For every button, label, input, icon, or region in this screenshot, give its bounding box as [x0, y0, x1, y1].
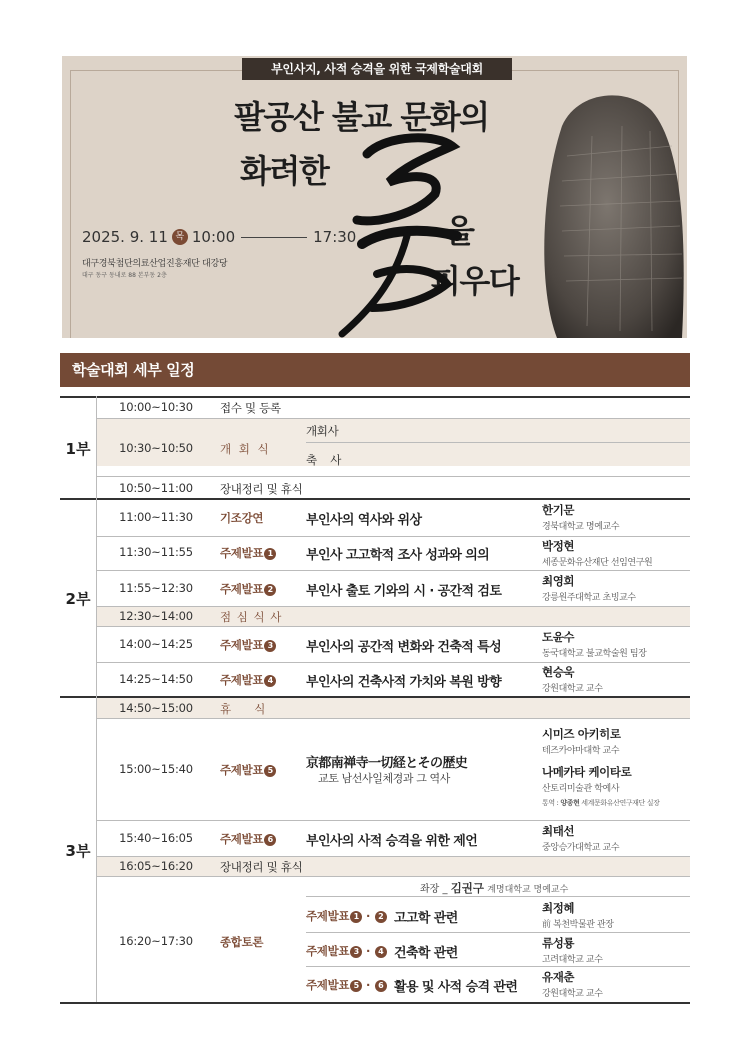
speaker-name: 도윤수 [542, 630, 575, 644]
speaker-name: 현승욱 [542, 665, 575, 679]
session-type [220, 581, 276, 597]
row-label: 점 심 식 사 [220, 610, 283, 624]
speaker-name-2: 나메카타 케이타로 [542, 765, 632, 779]
row-time: 10:50~11:00 [119, 481, 193, 495]
discussion-2-affiliation: 고려대학교 교수 [542, 955, 603, 965]
row-time: 11:30~11:55 [119, 545, 193, 559]
session-topic: 부인사의 사적 승격을 위한 제언 [306, 834, 478, 849]
row-time: 14:00~14:25 [119, 637, 193, 651]
row-time: 16:20~17:30 [119, 934, 193, 948]
row-line [306, 442, 690, 443]
row-line [96, 570, 690, 571]
discussion-1-topic: 고고학 관련 [394, 911, 458, 926]
session-type: 기조강연 [220, 511, 264, 525]
time-range-line [241, 237, 307, 238]
venue-name: 대구경북첨단의료산업진흥재단 대강당 [82, 259, 228, 269]
session-type-label: 주제발표 [220, 546, 264, 560]
row-time: 16:05~16:20 [119, 859, 193, 873]
row-time: 15:40~16:05 [119, 831, 193, 845]
banner-tagline: 부인사지, 사적 승격을 위한 국제학술대회 [242, 58, 512, 80]
number-badge: 2 [375, 911, 387, 923]
row-time: 12:30~14:00 [119, 609, 193, 623]
part-divider-2 [60, 696, 690, 698]
speaker-affiliation-2: 산토리미술관 학예사 [542, 784, 620, 794]
start-time: 10:00 [191, 228, 236, 246]
row-time: 15:00~15:40 [119, 762, 193, 776]
row-line [96, 476, 690, 477]
chair-name: 김권구 [450, 881, 485, 895]
speaker-name: 최태선 [542, 824, 575, 838]
discussion-type-label: 주제발표 [306, 978, 350, 992]
session-type-label: 주제발표 [220, 832, 264, 846]
discussion-3-speaker: 유재춘 [542, 970, 575, 984]
row-line [96, 536, 690, 537]
title-line-4: 피우다 [430, 262, 519, 300]
session-topic: 부인사 고고학적 조사 성과와 의의 [306, 548, 490, 563]
discussion-2-topic: 건축학 관련 [394, 946, 458, 961]
congratulatory-speech: 축 사 [306, 453, 342, 467]
title-line-1: 팔공산 불교 문화의 [234, 98, 489, 136]
table-bottom-border [60, 1002, 690, 1004]
row-line [96, 418, 690, 419]
row-line [96, 606, 690, 607]
row-line [96, 718, 690, 719]
number-badge: 5 [350, 980, 362, 992]
discussion-1-affiliation: 前 복천박물관 관장 [542, 920, 614, 930]
session-topic: 京都南禅寺一切経とその歴史 [306, 756, 468, 771]
interpreter-name: 양종현 [560, 799, 580, 807]
session-type [220, 637, 276, 653]
title-line-2: 화려한 [240, 152, 329, 190]
number-badge: 6 [375, 980, 387, 992]
number-badge: 2 [264, 584, 276, 596]
session-type-label: 주제발표 [220, 673, 264, 687]
interpreter-affiliation: 세계문화유산연구재단 실장 [581, 799, 660, 807]
row-line [306, 896, 690, 897]
discussion-type-label: 주제발표 [306, 909, 350, 923]
event-date-time [82, 228, 356, 246]
session-topic: 부인사의 공간적 변화와 건축적 특성 [306, 640, 502, 655]
stone-stele-image [532, 86, 687, 338]
chair-affiliation: 계명대학교 명예교수 [487, 885, 569, 895]
session-type-label: 주제발표 [220, 638, 264, 652]
number-badge: 3 [264, 640, 276, 652]
session-topic: 부인사 출토 기와의 시 · 공간적 검토 [306, 584, 502, 599]
row-label: 장내정리 및 휴식 [220, 482, 303, 496]
number-badge: 3 [350, 946, 362, 958]
speaker-affiliation: 중앙승가대학교 교수 [542, 843, 620, 853]
number-badge: 1 [350, 911, 362, 923]
discussion-3-affiliation: 강원대학교 교수 [542, 989, 603, 999]
session-type [220, 762, 276, 778]
chair-label: 좌장 _ [420, 884, 448, 895]
part-1-label: 1부 [65, 440, 91, 458]
row-label: 개 회 식 [220, 442, 271, 456]
part-divider-1 [60, 498, 690, 500]
row-line [96, 820, 690, 821]
speaker-affiliation: 강원대학교 교수 [542, 684, 603, 694]
section-title: 학술대회 세부 일정 [60, 353, 690, 387]
discussion-1-speaker: 최정혜 [542, 901, 575, 915]
discussion-2-type: 주제발표 3 · 4 [306, 943, 387, 959]
discussion-2-speaker: 류성룡 [542, 936, 575, 950]
session-type-label: 주제발표 [220, 763, 264, 777]
row-time: 11:55~12:30 [119, 581, 193, 595]
row-time: 10:30~10:50 [119, 441, 193, 455]
session-topic-translation: 교토 남선사일체경과 그 역사 [318, 772, 451, 785]
row-line [96, 626, 690, 627]
row-time: 14:50~15:00 [119, 701, 193, 715]
event-banner [62, 56, 687, 338]
part-3-label: 3부 [65, 842, 91, 860]
opening-speech: 개회사 [306, 424, 339, 438]
row-time: 14:25~14:50 [119, 672, 193, 686]
number-badge: 1 [264, 548, 276, 560]
speaker-affiliation: 테즈카야마대학 교수 [542, 746, 620, 756]
number-badge: 6 [264, 834, 276, 846]
discussion-type-label: 주제발표 [306, 944, 350, 958]
end-time: 17:30 [313, 228, 357, 246]
speaker-affiliation: 동국대학교 불교학술원 팀장 [542, 649, 647, 659]
row-line [96, 856, 690, 857]
row-label: 장내정리 및 휴식 [220, 860, 303, 874]
part-2-label: 2부 [65, 590, 91, 608]
session-topic: 부인사의 역사와 위상 [306, 513, 422, 528]
speaker-name: 박정현 [542, 539, 575, 553]
row-label: 접수 및 등록 [220, 401, 281, 415]
event-date: 2025. 9. 11 [82, 228, 168, 246]
session-type-label: 주제발표 [220, 582, 264, 596]
row-line [96, 662, 690, 663]
discussion-1-type: 주제발표 1 · 2 [306, 908, 387, 924]
speaker-name: 한기문 [542, 503, 575, 517]
row-time: 11:00~11:30 [119, 510, 193, 524]
speaker-name: 시미즈 아키히로 [542, 727, 621, 741]
interpreter-label: 통역 : [542, 799, 559, 807]
session-type [220, 831, 276, 847]
discussion-3-topic: 활용 및 사적 승격 관련 [394, 980, 518, 995]
speaker-affiliation: 경북대학교 명예교수 [542, 522, 620, 532]
session-type: 종합토론 [220, 935, 264, 949]
weekday-badge: 목 [172, 229, 188, 245]
title-line-3: 을 [444, 212, 474, 250]
row-label: 휴 식 [220, 702, 266, 716]
chair-line [420, 880, 568, 896]
number-badge: 5 [264, 765, 276, 777]
session-type [220, 672, 276, 688]
row-time: 10:00~10:30 [119, 400, 193, 414]
speaker-affiliation: 세종문화유산재단 선임연구원 [542, 558, 653, 568]
schedule-table [60, 396, 690, 1004]
discussion-3-type: 주제발표 5 · 6 [306, 977, 387, 993]
speaker-affiliation: 강릉원주대학교 초빙교수 [542, 593, 636, 603]
venue-address: 대구 동구 동내로 88 본부동 2층 [82, 272, 167, 279]
row-line [306, 932, 690, 933]
row-line [306, 966, 690, 967]
session-type [220, 545, 276, 561]
speaker-name: 최영희 [542, 574, 575, 588]
session-topic: 부인사의 건축사적 가치와 복원 방향 [306, 675, 502, 690]
number-badge: 4 [375, 946, 387, 958]
row-line [96, 876, 690, 877]
interpreter-line [542, 798, 659, 808]
table-top-border [60, 396, 690, 398]
number-badge: 4 [264, 675, 276, 687]
